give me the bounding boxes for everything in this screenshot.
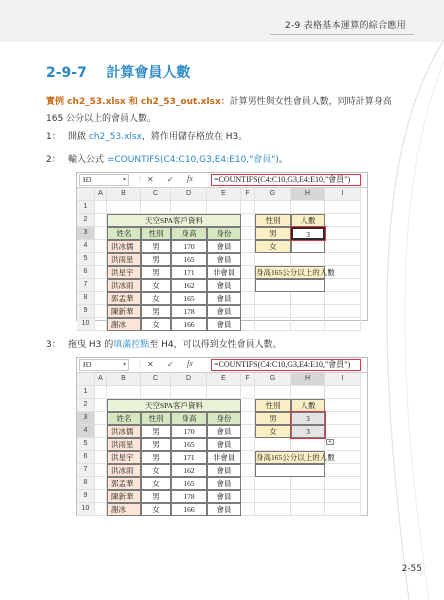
cell[interactable] (291, 292, 325, 305)
row-header-1[interactable]: 1 (77, 201, 95, 214)
cell[interactable] (141, 386, 171, 399)
section-number: 2-9-7 (46, 65, 87, 81)
cell[interactable] (107, 201, 141, 214)
column-header-H[interactable]: H (291, 373, 325, 386)
step-1 (46, 129, 247, 142)
row-header-3[interactable]: 3 (77, 227, 95, 240)
row-header-6[interactable]: 6 (77, 266, 95, 279)
table-cell[interactable]: 會員 (207, 292, 241, 305)
table-cell[interactable]: 男 (141, 266, 171, 279)
result-cell-h3[interactable]: 3 (291, 412, 325, 425)
cell[interactable] (325, 477, 361, 490)
result-cell-h4[interactable] (291, 240, 325, 253)
height-label-cell[interactable]: 身高165公分以上的人數 (256, 453, 335, 462)
cell[interactable] (325, 399, 361, 412)
table-cell[interactable]: 女 (141, 503, 171, 516)
table-cell[interactable]: 洪冰雨 (107, 464, 141, 477)
cell[interactable] (241, 240, 255, 253)
cell[interactable] (241, 253, 255, 266)
row-header-10[interactable]: 10 (77, 503, 95, 516)
cell[interactable] (291, 201, 325, 214)
cell[interactable] (95, 490, 107, 503)
height-label-cell[interactable]: 身高165公分以上的人數 (256, 268, 335, 277)
height-result-cell[interactable] (255, 279, 325, 292)
table-title-cell[interactable]: 天空SPA客戶資料 (107, 214, 241, 227)
step-text: ，將作用儲存格放在 H3。 (141, 132, 248, 142)
table-title-cell[interactable]: 天空SPA客戶資料 (107, 399, 241, 412)
count-header-cell[interactable]: 性別 (255, 399, 291, 412)
header-rule (270, 34, 414, 35)
cell[interactable] (207, 386, 241, 399)
result-cell-h4[interactable]: 3 (291, 425, 325, 438)
cell[interactable] (255, 292, 291, 305)
step-number: 3： (46, 340, 61, 350)
step-2 (46, 152, 288, 165)
cell[interactable] (325, 425, 361, 438)
cell[interactable] (241, 451, 255, 464)
cell[interactable] (95, 399, 107, 412)
cell[interactable] (241, 201, 255, 214)
row-header-8[interactable]: 8 (77, 292, 95, 305)
table-cell[interactable]: 170 (171, 240, 207, 253)
row-header-2[interactable]: 2 (77, 214, 95, 227)
cell[interactable] (95, 318, 107, 331)
table-header-cell[interactable]: 身份 (207, 412, 241, 425)
table-header-cell[interactable]: 身高 (171, 227, 207, 240)
table-cell[interactable]: 162 (171, 279, 207, 292)
column-header-D[interactable]: D (171, 373, 207, 386)
table-cell[interactable]: 165 (171, 477, 207, 490)
step-text: 輸入公式 (68, 155, 107, 165)
section-title: 計算會員人數 (106, 65, 191, 81)
cell[interactable] (241, 490, 255, 503)
cell[interactable] (325, 227, 361, 240)
count-header-cell[interactable]: 性別 (255, 214, 291, 227)
row-header-7[interactable]: 7 (77, 464, 95, 477)
cell[interactable] (95, 292, 107, 305)
table-header-cell[interactable]: 性別 (141, 227, 171, 240)
formula-bar (77, 358, 367, 373)
column-header-G[interactable]: G (255, 188, 291, 201)
column-header-E[interactable]: E (207, 373, 241, 386)
cell[interactable] (241, 227, 255, 240)
table-cell[interactable]: 洪冰儒 (107, 240, 141, 253)
example-lead: 實例 ch2_53.xlsx 和 ch2_53_out.xlsx： (46, 97, 230, 107)
row-header-4[interactable]: 4 (77, 425, 95, 438)
table-cell[interactable]: 陳新華 (107, 305, 141, 318)
spreadsheet-screenshot-2 (76, 357, 368, 516)
cancel-icon[interactable]: ✕ (147, 175, 154, 184)
table-cell[interactable]: 會員 (207, 425, 241, 438)
table-cell[interactable]: 男 (141, 253, 171, 266)
table-cell[interactable]: 男 (141, 490, 171, 503)
cell[interactable] (325, 292, 361, 305)
chevron-down-icon[interactable]: ▾ (122, 177, 126, 183)
column-header-B[interactable]: B (107, 373, 141, 386)
select-all-corner[interactable] (77, 188, 95, 201)
row-header-5[interactable]: 5 (77, 253, 95, 266)
insert-function-icon[interactable]: fx (187, 359, 193, 368)
table-header-cell[interactable]: 身份 (207, 227, 241, 240)
cell[interactable] (325, 201, 361, 214)
cell[interactable] (241, 399, 255, 412)
row-header-5[interactable]: 5 (77, 438, 95, 451)
cell[interactable] (291, 477, 325, 490)
cell[interactable] (171, 386, 207, 399)
column-header-H[interactable]: H (291, 188, 325, 201)
cell[interactable] (241, 503, 255, 516)
cell[interactable] (107, 386, 141, 399)
cell[interactable] (255, 386, 291, 399)
table-cell[interactable]: 男 (141, 240, 171, 253)
separator-icon: ⋮ (137, 362, 143, 368)
gender-cell[interactable]: 女 (255, 240, 291, 253)
cell[interactable] (255, 438, 291, 451)
row-header-1[interactable]: 1 (77, 386, 95, 399)
cell[interactable] (325, 279, 361, 292)
cell[interactable] (255, 490, 291, 503)
spreadsheet-screenshot-1 (76, 172, 368, 329)
cell[interactable] (95, 214, 107, 227)
column-header-E[interactable]: E (207, 188, 241, 201)
gender-cell[interactable]: 男 (255, 227, 291, 240)
cell[interactable] (95, 305, 107, 318)
cell[interactable] (207, 201, 241, 214)
cell[interactable] (255, 253, 291, 266)
table-cell[interactable]: 166 (171, 318, 207, 331)
cell[interactable] (95, 227, 107, 240)
table-cell[interactable]: 會員 (207, 503, 241, 516)
step-text: 拖曳 H3 的 (68, 340, 114, 350)
table-cell[interactable]: 非會員 (207, 451, 241, 464)
cell[interactable] (241, 266, 255, 279)
table-cell[interactable]: 洪星宇 (107, 451, 141, 464)
cell[interactable] (291, 318, 325, 331)
cell[interactable] (255, 318, 291, 331)
column-header-G[interactable]: G (255, 373, 291, 386)
table-cell[interactable]: 178 (171, 305, 207, 318)
cell[interactable] (141, 201, 171, 214)
step-highlight: =COUNTIFS(C4:C10,G3,E4:E10,"會員") (106, 155, 279, 165)
table-cell[interactable]: 會員 (207, 305, 241, 318)
cell[interactable] (241, 305, 255, 318)
table-cell[interactable]: 165 (171, 253, 207, 266)
cell[interactable] (255, 201, 291, 214)
step-number: 1： (46, 132, 61, 142)
cell[interactable] (241, 477, 255, 490)
gender-cell[interactable]: 男 (255, 412, 291, 425)
cell[interactable] (171, 201, 207, 214)
step-text: 至 H4，可以得到女性會員人數。 (149, 340, 282, 350)
table-cell[interactable]: 女 (141, 318, 171, 331)
cell[interactable] (241, 412, 255, 425)
formula-input[interactable]: =COUNTIFS(C4:C10,G3,E4:E10,"會員") (211, 174, 361, 186)
row-header-10[interactable]: 10 (77, 318, 95, 331)
table-cell[interactable]: 會員 (207, 490, 241, 503)
table-cell[interactable]: 會員 (207, 477, 241, 490)
step-text: 。 (278, 155, 288, 165)
table-cell[interactable]: 會員 (207, 438, 241, 451)
cell[interactable] (95, 412, 107, 425)
table-cell[interactable]: 洪雨星 (107, 438, 141, 451)
cell[interactable] (291, 503, 325, 516)
table-cell[interactable]: 162 (171, 464, 207, 477)
row-header-8[interactable]: 8 (77, 477, 95, 490)
step-3 (46, 337, 282, 350)
table-cell[interactable]: 女 (141, 464, 171, 477)
cell[interactable] (325, 464, 361, 477)
cell[interactable] (95, 451, 107, 464)
table-cell[interactable]: 165 (171, 292, 207, 305)
table-cell[interactable]: 洪星宇 (107, 266, 141, 279)
step-highlight: 填滿控點 (113, 340, 150, 350)
column-header-C[interactable]: C (141, 188, 171, 201)
step-highlight: ch2_53.xlsx (88, 132, 142, 142)
confirm-icon[interactable]: ✓ (167, 360, 174, 369)
table-header-cell[interactable]: 身高 (171, 412, 207, 425)
insert-function-icon[interactable]: fx (187, 174, 193, 183)
count-header-cell[interactable]: 人數 (291, 214, 325, 227)
table-cell[interactable]: 男 (141, 451, 171, 464)
table-cell[interactable]: 會員 (207, 318, 241, 331)
table-header-cell[interactable]: 性別 (141, 412, 171, 425)
step-number: 2： (46, 155, 61, 165)
table-cell[interactable]: 女 (141, 477, 171, 490)
row-header-9[interactable]: 9 (77, 490, 95, 503)
cell[interactable] (241, 318, 255, 331)
row-header-4[interactable]: 4 (77, 240, 95, 253)
result-cell-h3[interactable]: 3 (291, 227, 325, 240)
cell[interactable] (325, 490, 361, 503)
table-cell[interactable]: 男 (141, 425, 171, 438)
chevron-down-icon[interactable]: ▾ (122, 362, 126, 368)
table-cell[interactable]: 郭孟華 (107, 292, 141, 305)
cell[interactable] (95, 464, 107, 477)
table-cell[interactable]: 女 (141, 279, 171, 292)
cell[interactable] (291, 490, 325, 503)
table-cell[interactable]: 會員 (207, 279, 241, 292)
column-header-F[interactable]: F (241, 373, 255, 386)
table-cell[interactable]: 男 (141, 305, 171, 318)
table-cell[interactable]: 會員 (207, 253, 241, 266)
name-box[interactable]: H3 ▾ (79, 359, 129, 371)
separator-icon: ⋮ (137, 177, 143, 183)
table-cell[interactable]: 171 (171, 266, 207, 279)
running-header: 2-9 表格基本運算的綜合應用 (284, 21, 406, 31)
cell[interactable] (325, 503, 361, 516)
cell[interactable] (95, 240, 107, 253)
column-header-D[interactable]: D (171, 188, 207, 201)
table-cell[interactable]: 洪雨星 (107, 253, 141, 266)
cell[interactable] (95, 425, 107, 438)
cell[interactable] (95, 503, 107, 516)
table-cell[interactable]: 謝冰 (107, 318, 141, 331)
example-paragraph (46, 94, 396, 128)
cell[interactable] (291, 438, 325, 451)
row-header-2[interactable]: 2 (77, 399, 95, 412)
table-header-cell[interactable]: 姓名 (107, 227, 141, 240)
table-cell[interactable]: 171 (171, 451, 207, 464)
table-cell[interactable]: 會員 (207, 464, 241, 477)
cell[interactable] (95, 201, 107, 214)
step-text: 開啟 (68, 132, 89, 142)
table-cell[interactable]: 洪冰儒 (107, 425, 141, 438)
table-header-cell[interactable]: 姓名 (107, 412, 141, 425)
cell[interactable] (95, 386, 107, 399)
cell[interactable] (241, 386, 255, 399)
page-number: 2-55 (401, 564, 422, 574)
cell[interactable] (291, 386, 325, 399)
cell[interactable] (95, 477, 107, 490)
cell[interactable] (325, 253, 361, 266)
cell[interactable] (241, 292, 255, 305)
table-cell[interactable]: 謝冰 (107, 503, 141, 516)
cell[interactable] (95, 279, 107, 292)
cell[interactable] (325, 305, 361, 318)
autofill-options-icon[interactable]: ▪ (326, 439, 334, 445)
column-header-F[interactable]: F (241, 188, 255, 201)
cell[interactable] (325, 386, 361, 399)
column-header-A[interactable]: A (95, 373, 107, 386)
row-header-9[interactable]: 9 (77, 305, 95, 318)
select-all-corner[interactable] (77, 373, 95, 386)
cell[interactable] (291, 253, 325, 266)
cell[interactable] (325, 412, 361, 425)
table-cell[interactable]: 男 (141, 438, 171, 451)
table-cell[interactable]: 178 (171, 490, 207, 503)
name-box[interactable]: H3 ▾ (79, 174, 129, 186)
cell[interactable] (325, 240, 361, 253)
row-header-6[interactable]: 6 (77, 451, 95, 464)
table-cell[interactable]: 會員 (207, 240, 241, 253)
column-header-I[interactable]: I (325, 188, 361, 201)
formula-input[interactable]: =COUNTIFS(C4:C10,G3,E4:E10,"會員") (211, 359, 361, 371)
cell[interactable] (241, 438, 255, 451)
example-body: 計算男性與女性會員人數，同時計算身高 165 公分以上的會員人數。 (46, 97, 392, 124)
table-cell[interactable]: 陳新華 (107, 490, 141, 503)
section-heading (46, 62, 190, 82)
column-header-B[interactable]: B (107, 188, 141, 201)
column-header-A[interactable]: A (95, 188, 107, 201)
table-cell[interactable]: 166 (171, 503, 207, 516)
table-cell[interactable]: 洪冰雨 (107, 279, 141, 292)
cell[interactable] (255, 477, 291, 490)
column-header-I[interactable]: I (325, 373, 361, 386)
table-cell[interactable]: 郭孟華 (107, 477, 141, 490)
table-cell[interactable]: 非會員 (207, 266, 241, 279)
row-header-7[interactable]: 7 (77, 279, 95, 292)
table-cell[interactable]: 女 (141, 292, 171, 305)
count-header-cell[interactable]: 人數 (291, 399, 325, 412)
column-header-C[interactable]: C (141, 373, 171, 386)
formula-bar (77, 173, 367, 188)
cell[interactable] (255, 305, 291, 318)
cell[interactable] (325, 214, 361, 227)
cell[interactable] (255, 503, 291, 516)
confirm-icon[interactable]: ✓ (167, 175, 174, 184)
cell[interactable] (325, 318, 361, 331)
cell[interactable] (241, 464, 255, 477)
cancel-icon[interactable]: ✕ (147, 360, 154, 369)
row-header-3[interactable]: 3 (77, 412, 95, 425)
cell[interactable] (241, 425, 255, 438)
height-result-cell[interactable] (255, 464, 325, 477)
cell[interactable] (95, 438, 107, 451)
cell[interactable] (95, 266, 107, 279)
cell[interactable] (95, 253, 107, 266)
cell[interactable] (291, 305, 325, 318)
gender-cell[interactable]: 女 (255, 425, 291, 438)
table-cell[interactable]: 165 (171, 438, 207, 451)
cell[interactable] (241, 214, 255, 227)
table-cell[interactable]: 170 (171, 425, 207, 438)
cell[interactable] (241, 279, 255, 292)
